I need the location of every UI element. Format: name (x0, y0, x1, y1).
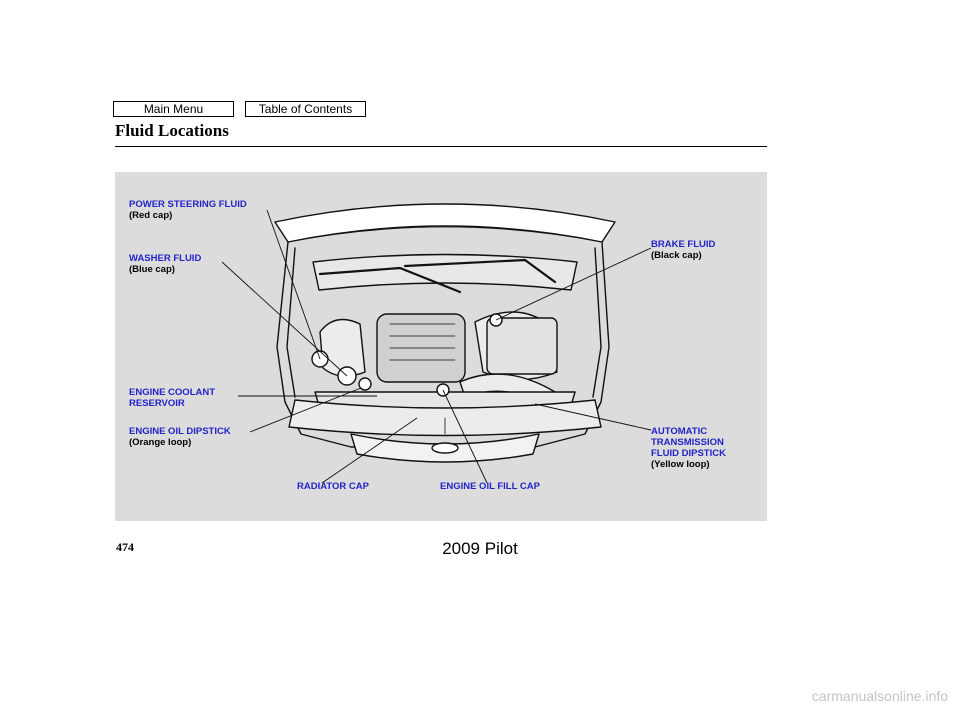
brake-fluid-label: BRAKE FLUID (651, 239, 716, 250)
page-number: 474 (116, 540, 134, 554)
brake-cap-color: (Black cap) (651, 250, 702, 261)
washer-fluid-label: WASHER FLUID (129, 253, 202, 264)
engine-bay-figure (115, 172, 767, 521)
engine-coolant-label-line2: RESERVOIR (129, 398, 185, 409)
title-divider (115, 146, 767, 147)
main-menu-button[interactable]: Main Menu (113, 101, 234, 117)
atf-label-line2: TRANSMISSION (651, 437, 724, 448)
atf-label-line1: AUTOMATIC (651, 426, 708, 437)
footer-model-year: 2009 Pilot (442, 539, 518, 558)
engine-oil-fill-cap-label: ENGINE OIL FILL CAP (440, 481, 540, 492)
engine-oil-dipstick-loop-color: (Orange loop) (129, 437, 192, 448)
atf-loop-color: (Yellow loop) (651, 459, 710, 470)
atf-label-line3: FLUID DIPSTICK (651, 448, 726, 459)
engine-oil-dipstick-label: ENGINE OIL DIPSTICK (129, 426, 231, 437)
table-of-contents-button[interactable]: Table of Contents (245, 101, 366, 117)
washer-cap-color: (Blue cap) (129, 264, 175, 275)
power-steering-fluid-label: POWER STEERING FLUID (129, 199, 247, 210)
watermark: carmanualsonline.info (811, 688, 948, 704)
radiator-cap-label: RADIATOR CAP (297, 481, 369, 492)
page-title: Fluid Locations (115, 121, 229, 140)
engine-coolant-label: ENGINE COOLANT (129, 387, 216, 398)
power-steering-cap-color: (Red cap) (129, 210, 173, 221)
